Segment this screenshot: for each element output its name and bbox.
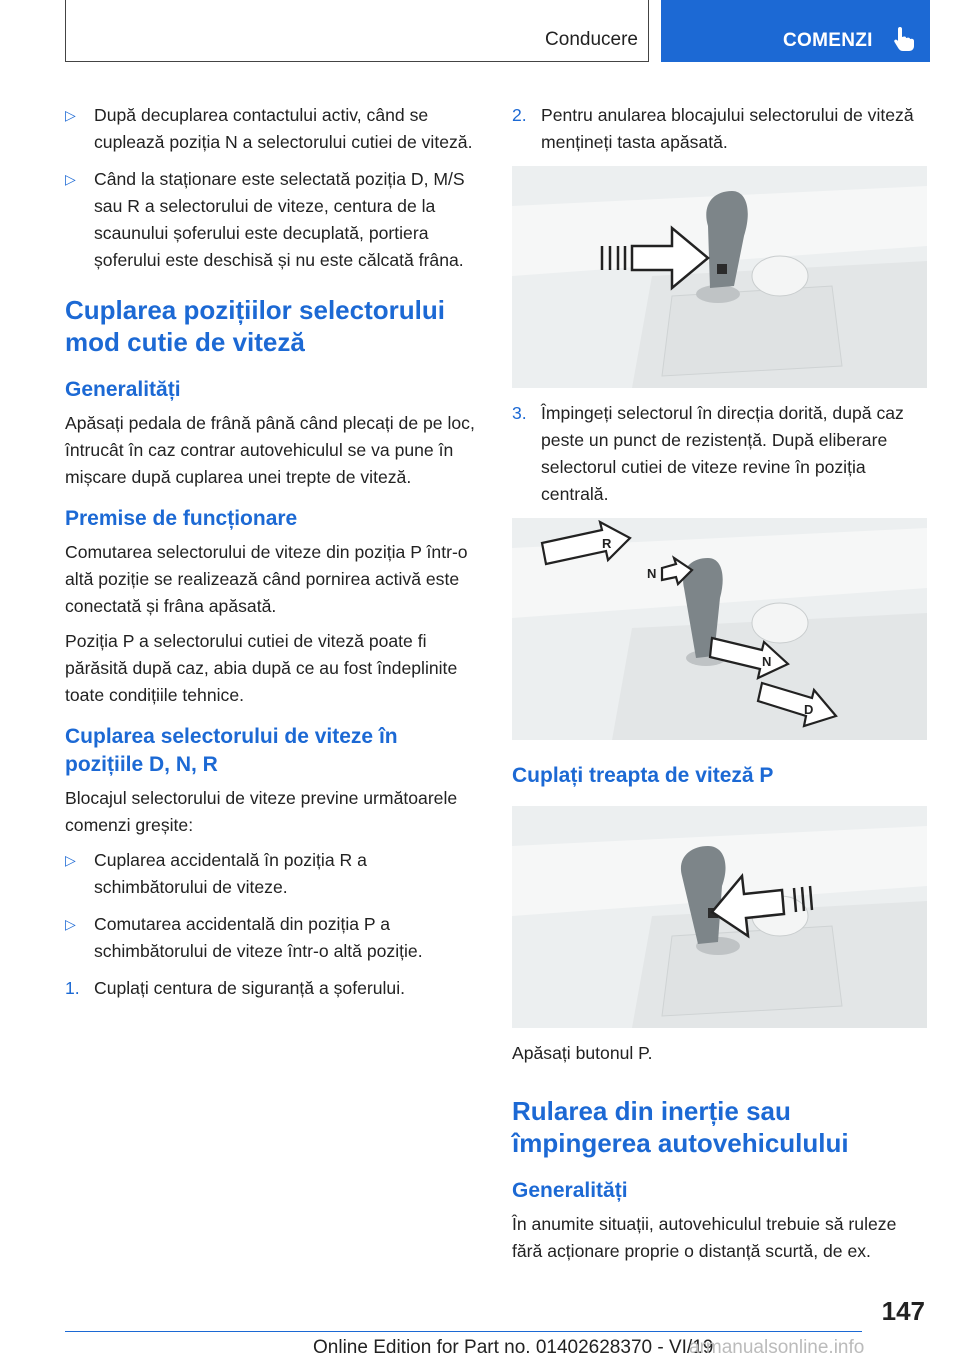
right-column bbox=[512, 102, 927, 1273]
chapter-tab-label[interactable]: COMENZI bbox=[783, 30, 873, 51]
subsection-heading: Premise de funcționare bbox=[65, 507, 298, 530]
gear-selector-illustration bbox=[512, 166, 927, 388]
paragraph: Apăsați butonul P. bbox=[512, 1043, 653, 1063]
park-button-illustration bbox=[512, 806, 927, 1028]
pointing-hand-icon bbox=[893, 26, 915, 52]
paragraph: Comutarea selectorului de viteze din poziția P într-o altă poziție se realizează când pornirea activă este conectată și frâna apăsată. bbox=[65, 542, 468, 616]
section-heading: Cuplarea pozițiilor selectorului mod cutie de viteză bbox=[65, 295, 445, 357]
gear-selector-directions-figure bbox=[512, 518, 927, 740]
list-item: ▷ Comutarea accidentală din poziția P a schimbătorului de viteze într-o altă poziție. bbox=[65, 911, 480, 965]
section-title[interactable]: Conducere bbox=[545, 29, 638, 50]
paragraph: În anumite situații, autovehiculul trebuie să ruleze fără acționare proprie o distanță scurtă, de ex. bbox=[512, 1214, 897, 1261]
gear-label-n: N bbox=[762, 654, 772, 669]
step-number: 1. bbox=[65, 978, 80, 998]
triangle-bullet-icon: ▷ bbox=[65, 107, 76, 123]
list-item: ▷ Cuplarea accidentală în poziția R a schimbătorului de viteze. bbox=[65, 847, 480, 901]
edition-footer: Online Edition for Part no. 01402628370 - VI/19 bbox=[313, 1337, 714, 1358]
list-item: ▷ După decuplarea contactului activ, când se cuplează poziția N a selectorului cutiei de viteză. bbox=[65, 102, 480, 156]
list-item: ▷ Când la staționare este selectată poziția D, M/S sau R a selectorului de viteze, centura de la scaunului șoferului este decuplată, portiera șoferului este deschisă și nu este călcată frâna. bbox=[65, 166, 480, 274]
subsection-heading: Generalități bbox=[512, 1179, 628, 1202]
gear-label-r: R bbox=[602, 536, 612, 551]
gear-label-d: D bbox=[804, 702, 814, 717]
step-number: 2. bbox=[512, 105, 527, 125]
triangle-bullet-icon: ▷ bbox=[65, 852, 76, 868]
section-title-box[interactable] bbox=[65, 0, 649, 62]
step-item: 2. Pentru anularea blocajului selectorului de viteză mențineți tasta apăsată. bbox=[512, 102, 927, 156]
triangle-bullet-icon: ▷ bbox=[65, 171, 76, 187]
left-column bbox=[65, 102, 480, 1012]
subsection-heading: Cuplarea selectorului de viteze în pozițiile D, N, R bbox=[65, 725, 398, 776]
page-header bbox=[65, 0, 930, 62]
subsection-heading: Generalități bbox=[65, 378, 181, 401]
section-heading: Rularea din inerție sau împingerea autovehiculului bbox=[512, 1096, 849, 1158]
step-item: 1. Cuplați centura de siguranță a șoferului. bbox=[65, 975, 480, 1002]
watermark: armanualsonline.info bbox=[689, 1337, 865, 1358]
footer-divider bbox=[65, 1331, 862, 1332]
page-number: 147 bbox=[881, 1296, 925, 1326]
triangle-bullet-icon: ▷ bbox=[65, 916, 76, 932]
gear-label-n: N bbox=[647, 566, 657, 581]
park-button-figure bbox=[512, 806, 927, 1028]
paragraph: Poziția P a selectorului cutiei de viteză poate fi părăsită după caz, abia după ce au fost îndeplinite toate condițiile tehnice. bbox=[65, 631, 458, 705]
paragraph: Blocajul selectorului de viteze previne următoarele comenzi greșite: bbox=[65, 788, 458, 835]
step-item: 3. Împingeți selectorul în direcția dorită, după caz peste un punct de rezistență. După eliberare selectorul cutiei de viteze revine în poziția centrală. bbox=[512, 400, 927, 508]
step-number: 3. bbox=[512, 403, 527, 423]
gear-selector-unlock-figure bbox=[512, 166, 927, 388]
subsection-heading: Cuplați treapta de viteză P bbox=[512, 764, 774, 787]
chapter-tab[interactable] bbox=[661, 0, 930, 62]
gear-direction-illustration bbox=[512, 518, 927, 740]
paragraph: Apăsați pedala de frână până când plecați de pe loc, întrucât în caz contrar autovehiculul se va pune în mișcare după cuplarea unei trepte de viteză. bbox=[65, 413, 475, 487]
